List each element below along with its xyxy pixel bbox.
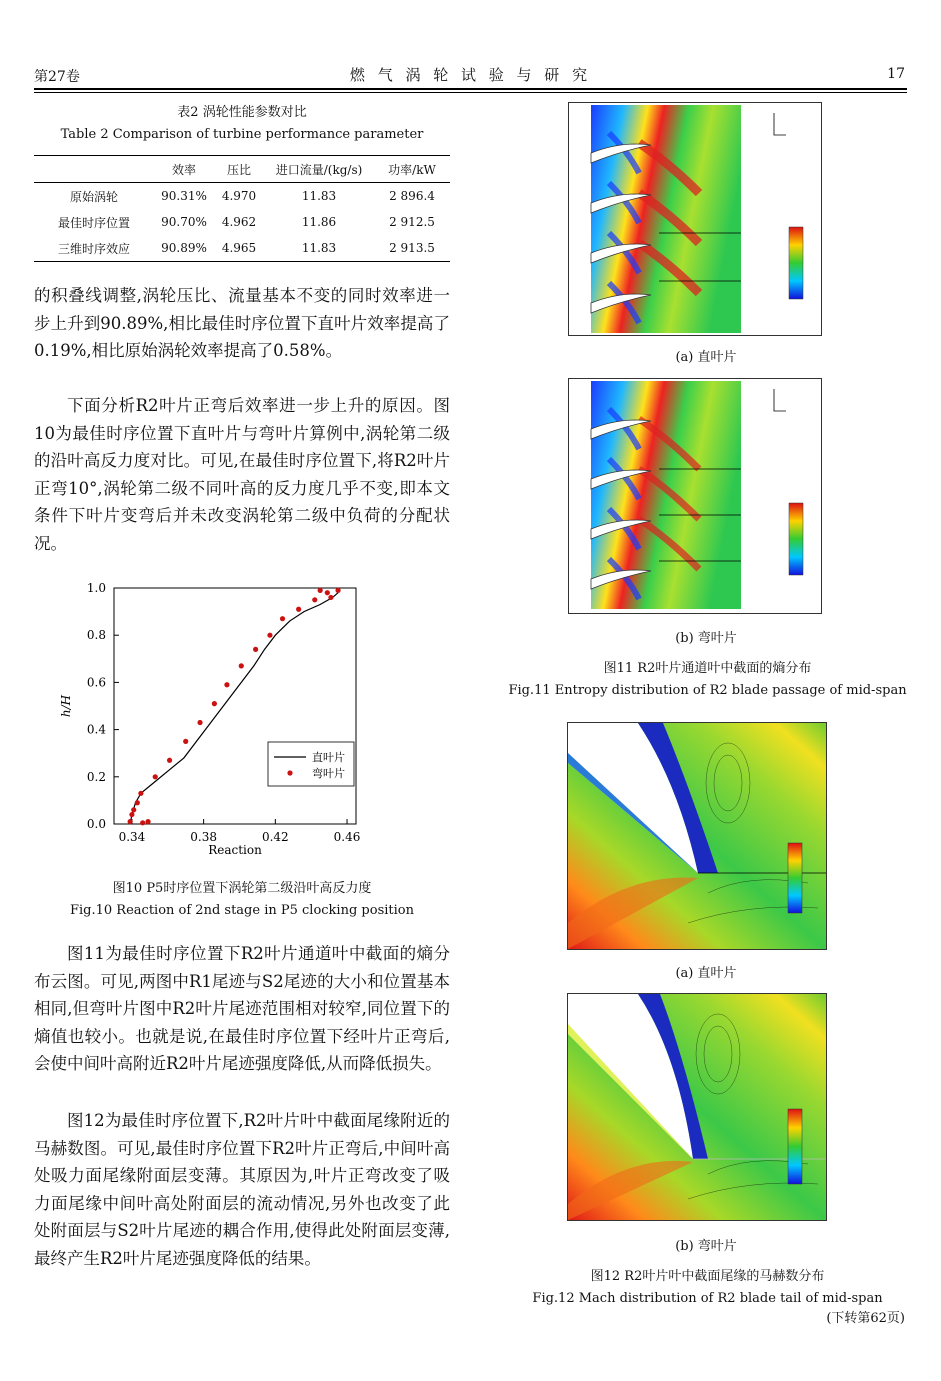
y-tick-label: 0.2 (86, 769, 106, 784)
y-tick-label: 0.8 (86, 628, 106, 643)
table-title-cn: 表2 涡轮性能参数对比 (177, 105, 307, 120)
header-rule-thin (34, 92, 907, 93)
figure11-sub-a: (a) 直叶片 (675, 350, 737, 365)
performance-table (34, 155, 450, 262)
data-point (128, 819, 133, 824)
legend-label: 弯叶片 (312, 767, 345, 780)
series-line-straight (130, 593, 338, 824)
table-header-cell: 功率/kW (388, 162, 436, 177)
mach-contour-bowed-image (567, 993, 827, 1221)
x-axis-label: Reaction (208, 843, 262, 857)
series-line (130, 593, 338, 824)
data-point (183, 739, 188, 744)
journal-title: 燃 气 涡 轮 试 验 与 研 究 (349, 66, 592, 84)
data-point (239, 663, 244, 668)
data-point (131, 807, 136, 812)
figure12-sub-a: (a) 直叶片 (675, 966, 737, 981)
figure12-sub-b: (b) 弯叶片 (675, 1239, 737, 1254)
data-point (138, 791, 143, 796)
data-point (197, 720, 202, 725)
table-cell: 90.89% (161, 241, 207, 255)
data-point (280, 616, 285, 621)
table-cell: 11.83 (301, 241, 337, 255)
y-tick-label: 0.4 (86, 722, 106, 737)
data-point (253, 647, 258, 652)
table-cell: 三维时序效应 (57, 241, 130, 256)
legend-marker-swatch (287, 770, 292, 775)
series-markers-bowed (128, 588, 341, 826)
figure10-caption-en: Fig.10 Reaction of 2nd stage in P5 clocking position (70, 903, 414, 918)
data-point (325, 590, 330, 595)
mach-contour-straight-image (567, 722, 827, 950)
data-point (212, 701, 217, 706)
data-point (335, 588, 340, 593)
table-header-cell (34, 156, 154, 183)
data-point (167, 758, 172, 763)
table-cell: 90.31% (161, 189, 207, 203)
figure12-caption-en: Fig.12 Mach distribution of R2 blade tail of mid-span (532, 1291, 883, 1306)
data-point (328, 595, 333, 600)
table-cell: 原始涡轮 (69, 189, 118, 204)
table-cell: 4.962 (221, 215, 257, 229)
table-title-en: Table 2 Comparison of turbine performance parameter (60, 127, 424, 142)
continued-note: (下转第62页) (826, 1311, 905, 1326)
x-tick-label: 0.46 (333, 830, 361, 844)
data-point (318, 588, 323, 593)
table-row (34, 235, 450, 262)
figure10-caption-cn: 图10 P5时序位置下涡轮第二级沿叶高反力度 (112, 881, 372, 896)
header-rule (34, 88, 907, 90)
y-tick-label: 1.0 (86, 581, 106, 595)
body-paragraph: 图11为最佳时序位置下R2叶片通道叶中截面的熵分布云图。可见,两图中R1尾迹与S2尾迹的大小和位置基本相同,但弯叶片图中R2叶片尾迹范围相对较窄,同位置下的熵值也较小。也就是说,在最佳时序位置下经叶片正弯后,会使中间叶高附近R2叶片尾迹强度降低,从而降低损失。 (34, 944, 450, 1073)
x-tick-label: 0.42 (261, 830, 289, 844)
body-paragraph: 的积叠线调整,涡轮压比、流量基本不变的同时效率进一步上升到90.89%,相比最佳时序位置下直叶片效率提高了0.19%,相比原始涡轮效率提高了0.58%。 (34, 286, 450, 360)
body-paragraph: 图12为最佳时序位置下,R2叶片叶中截面尾缘附近的马赫数图。可见,最佳时序位置下R2叶片正弯后,中间叶高处吸力面尾缘附面层变薄。其原因为,叶片正弯改变了吸力面尾缘中间叶高处附面层的流动情况,另外也改变了此处附面层与S2叶片尾迹的耦合作用,使得此处附面层变薄,最终产生R2叶片尾迹强度降低的结果。 (34, 1111, 450, 1268)
body-paragraph: 下面分析R2叶片正弯后效率进一步上升的原因。图10为最佳时序位置下直叶片与弯叶片算例中,涡轮第二级的沿叶高反力度对比。可见,在最佳时序位置下,将R2叶片正弯10°,涡轮第二级不同叶高的反力度几乎不变,即本文条件下叶片变弯后并未改变涡轮第二级中负荷的分配状况。 (34, 396, 450, 553)
entropy-contour-bowed-image (568, 378, 822, 614)
table-cell: 4.970 (221, 189, 257, 203)
data-point (296, 607, 301, 612)
figure11-sub-b: (b) 弯叶片 (675, 631, 737, 646)
table-cell: 最佳时序位置 (57, 215, 130, 230)
table-cell: 11.86 (301, 215, 337, 229)
data-point (140, 820, 145, 825)
page-number: 17 (887, 66, 905, 82)
table-cell: 4.965 (221, 241, 257, 255)
table-cell: 2 912.5 (389, 215, 435, 229)
x-tick-label: 0.34 (118, 830, 146, 844)
table-cell: 90.70% (161, 215, 207, 229)
data-point (145, 819, 150, 824)
plot-frame (114, 588, 356, 824)
chart-axes (59, 581, 360, 857)
figure11-caption-cn: 图11 R2叶片通道叶中截面的熵分布 (603, 661, 812, 676)
data-point (153, 774, 158, 779)
x-tick-label: 0.38 (190, 830, 217, 844)
chart-legend (268, 742, 354, 786)
figure11-caption-en: Fig.11 Entropy distribution of R2 blade passage of mid-span (508, 683, 907, 698)
table-row (34, 209, 450, 235)
data-point (312, 597, 317, 602)
legend-label: 直叶片 (312, 751, 345, 764)
data-point (224, 682, 229, 687)
journal-volume: 第27卷 (34, 69, 80, 85)
data-point (129, 812, 134, 817)
entropy-contour-straight-image (568, 102, 822, 336)
table-header-cell: 压比 (226, 162, 251, 177)
table-cell: 2 913.5 (389, 241, 435, 255)
data-point (267, 633, 272, 638)
table-cell: 2 896.4 (389, 189, 435, 203)
y-tick-label: 0.0 (86, 817, 106, 831)
y-axis-label: h/H (59, 694, 73, 718)
y-tick-label: 0.6 (86, 675, 106, 690)
table-cell: 11.83 (301, 189, 337, 203)
figure12-caption-cn: 图12 R2叶片叶中截面尾缘的马赫数分布 (590, 1269, 825, 1284)
table-header-cell: 进口流量/(kg/s) (275, 162, 363, 177)
table-row (34, 183, 450, 210)
data-point (135, 800, 140, 805)
table-header-cell: 效率 (171, 162, 196, 177)
reaction-chart (56, 574, 386, 874)
table-header-row (34, 156, 450, 183)
